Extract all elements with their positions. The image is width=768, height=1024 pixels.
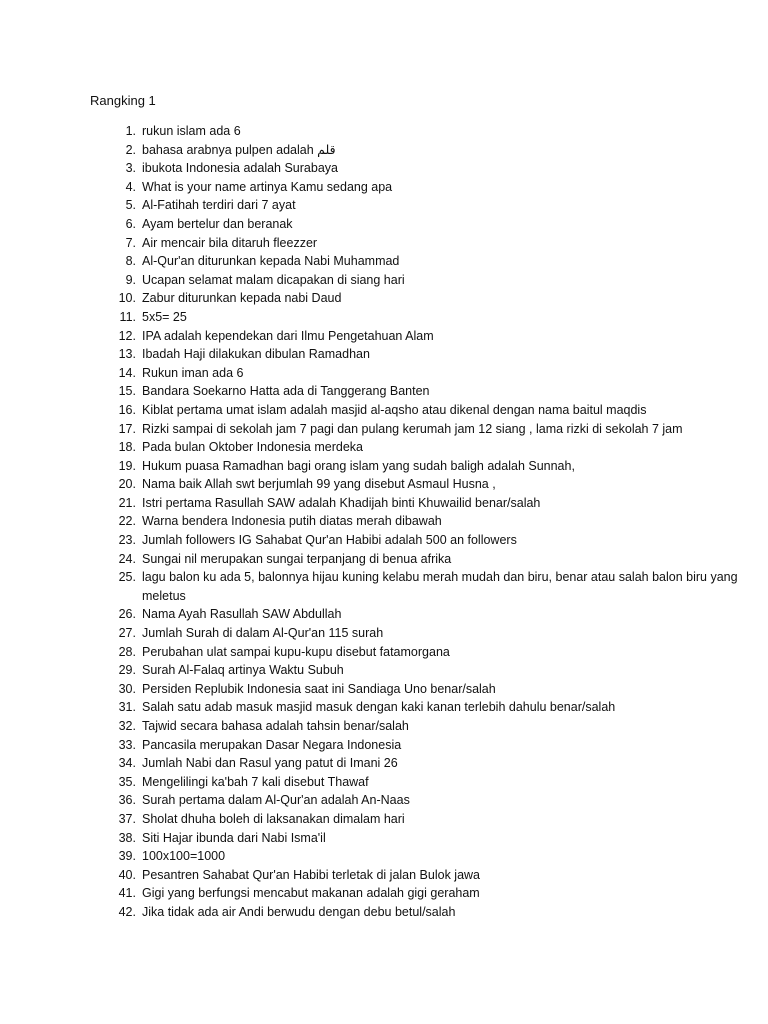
item-text: Pesantren Sahabat Qur'an Habibi terletak di jalan Bulok jawa (142, 867, 481, 882)
item-number: 22. (118, 514, 136, 529)
item-number: 29. (118, 663, 136, 678)
list-item (100, 791, 740, 810)
item-number: 7. (125, 235, 136, 250)
list-item (100, 178, 740, 197)
item-text: Ibadah Haji dilakukan dibulan Ramadhan (142, 347, 370, 362)
item-number: 13. (118, 347, 136, 362)
item-text: Surah Al-Falaq artinya Waktu Subuh (142, 663, 344, 678)
list-item (100, 866, 740, 885)
list-item (100, 475, 740, 494)
item-text: Air mencair bila ditaruh fleezzer (142, 235, 318, 250)
item-text: lagu balon ku ada 5, balonnya hijau kuning kelabu merah mudah dan biru, benar atau salah balon biru yang meletus (142, 570, 738, 603)
item-text: Jumlah followers IG Sahabat Qur'an Habibi adalah 500 an followers (142, 533, 517, 548)
item-number: 31. (118, 700, 136, 715)
item-number: 16. (118, 402, 136, 417)
item-text: Sholat dhuha boleh di laksanakan dimalam hari (142, 811, 405, 826)
item-text: Tajwid secara bahasa adalah tahsin benar/salah (142, 719, 409, 733)
list-item (100, 122, 740, 141)
item-text: Sungai nil merupakan sungai terpanjang di benua afrika (142, 551, 452, 566)
item-text: Hukum puasa Ramadhan bagi orang islam yang sudah baligh adalah Sunnah, (142, 458, 575, 473)
list-item (100, 773, 740, 792)
list-item (100, 234, 740, 253)
item-number: 12. (118, 328, 136, 343)
item-text: 100x100=1000 (142, 849, 226, 864)
statement-list (100, 122, 740, 922)
item-number: 38. (118, 830, 136, 845)
list-item (100, 159, 740, 178)
list-item (100, 736, 740, 755)
list-item (100, 327, 740, 346)
item-number: 19. (118, 458, 136, 473)
item-number: 42. (118, 904, 136, 919)
item-text: Bandara Soekarno Hatta ada di Tanggerang Banten (142, 384, 430, 399)
item-number: 6. (125, 216, 136, 231)
list-item (100, 345, 740, 364)
item-text: Jika tidak ada air Andi berwudu dengan debu betul/salah (142, 904, 456, 919)
item-number: 5. (125, 198, 136, 213)
item-text: Siti Hajar ibunda dari Nabi Isma'il (142, 830, 326, 845)
item-number: 21. (118, 495, 136, 510)
item-text: Kiblat pertama umat islam adalah masjid al-aqsho atau dikenal dengan nama baitul maqdis (142, 402, 647, 417)
list-item (100, 698, 740, 717)
item-text: Pada bulan Oktober Indonesia merdeka (142, 440, 363, 455)
item-text: rukun islam ada 6 (142, 124, 241, 138)
item-number: 2. (125, 142, 136, 157)
list-item (100, 568, 740, 605)
item-number: 15. (118, 384, 136, 399)
list-item (100, 903, 740, 922)
item-text: 5x5= 25 (142, 309, 187, 324)
item-number: 17. (118, 421, 136, 436)
list-item (100, 308, 740, 327)
item-number: 27. (118, 626, 136, 641)
item-text: Rukun iman ada 6 (142, 365, 244, 380)
item-text: Ayam bertelur dan beranak (142, 216, 293, 231)
list-item (100, 847, 740, 866)
item-number: 25. (118, 570, 136, 585)
list-item (100, 680, 740, 699)
item-text: Surah pertama dalam Al-Qur'an adalah An-Naas (142, 793, 410, 808)
list-item (100, 717, 740, 736)
list-item (100, 494, 740, 513)
item-text: Zabur diturunkan kepada nabi Daud (142, 291, 342, 306)
list-item (100, 643, 740, 662)
item-text: Istri pertama Rasullah SAW adalah Khadijah binti Khuwailid benar/salah (142, 495, 541, 510)
item-text: Jumlah Surah di dalam Al-Qur'an 115 surah (142, 626, 384, 641)
item-number: 14. (118, 365, 136, 380)
list-item (100, 624, 740, 643)
list-item (100, 215, 740, 234)
item-number: 4. (125, 179, 136, 194)
item-number: 30. (118, 681, 136, 696)
list-item (100, 364, 740, 383)
item-number: 40. (118, 867, 136, 882)
item-number: 33. (118, 737, 136, 752)
item-text: Perubahan ulat sampai kupu-kupu disebut fatamorgana (142, 644, 450, 659)
list-item (100, 661, 740, 680)
item-text: Gigi yang berfungsi mencabut makanan adalah gigi geraham (142, 886, 480, 901)
list-item (100, 884, 740, 903)
item-text: Al-Fatihah terdiri dari 7 ayat (142, 198, 296, 213)
item-number: 36. (118, 793, 136, 808)
item-text: Jumlah Nabi dan Rasul yang patut di Imani 26 (142, 756, 398, 771)
item-number: 11. (119, 309, 136, 324)
list-item (100, 196, 740, 215)
list-item (100, 457, 740, 476)
item-number: 41. (118, 886, 136, 901)
list-item (100, 829, 740, 848)
item-text: Warna bendera Indonesia putih diatas merah dibawah (142, 514, 442, 529)
item-number: 3. (125, 161, 136, 176)
item-number: 37. (118, 811, 136, 826)
item-number: 23. (118, 533, 136, 548)
list-item (100, 810, 740, 829)
list-item (100, 754, 740, 773)
item-text: Nama baik Allah swt berjumlah 99 yang disebut Asmaul Husna , (142, 477, 496, 492)
item-text: Rizki sampai di sekolah jam 7 pagi dan pulang kerumah jam 12 siang , lama rizki di sekolah 7 jam (142, 421, 683, 436)
list-item (100, 420, 740, 439)
item-number: 35. (118, 774, 136, 789)
list-item (100, 382, 740, 401)
item-text: Ucapan selamat malam dicapakan di siang hari (142, 272, 405, 287)
item-text: Nama Ayah Rasullah SAW Abdullah (142, 607, 342, 622)
document-heading: Rangking 1 (90, 93, 156, 108)
item-text: Pancasila merupakan Dasar Negara Indonesia (142, 737, 402, 752)
list-item (100, 531, 740, 550)
list-item (100, 401, 740, 420)
item-number: 20. (118, 477, 136, 492)
item-number: 1. (125, 124, 136, 138)
item-text: ibukota Indonesia adalah Surabaya (142, 161, 338, 176)
item-number: 39. (118, 849, 136, 864)
item-number: 8. (125, 254, 136, 269)
item-number: 32. (118, 719, 136, 733)
list-item (100, 289, 740, 308)
item-text: What is your name artinya Kamu sedang apa (142, 179, 393, 194)
item-number: 28. (118, 644, 136, 659)
list-item (100, 550, 740, 569)
item-number: 9. (125, 272, 136, 287)
list-item (100, 252, 740, 271)
item-number: 18. (118, 440, 136, 455)
item-number: 26. (118, 607, 136, 622)
item-text: Mengelilingi ka'bah 7 kali disebut Thawaf (142, 774, 369, 789)
item-text: bahasa arabnya pulpen adalah قلم (142, 142, 336, 157)
list-item (100, 512, 740, 531)
item-number: 34. (118, 756, 136, 771)
list-item (100, 141, 740, 160)
item-text: Salah satu adab masuk masjid masuk dengan kaki kanan terlebih dahulu benar/salah (142, 700, 616, 715)
item-text: IPA adalah kependekan dari Ilmu Pengetahuan Alam (142, 328, 434, 343)
item-text: Al-Qur'an diturunkan kepada Nabi Muhammad (142, 254, 400, 269)
item-number: 10. (118, 291, 136, 306)
item-number: 24. (118, 551, 136, 566)
list-item (100, 271, 740, 290)
list-item (100, 605, 740, 624)
list-item (100, 438, 740, 457)
item-text: Persiden Replubik Indonesia saat ini Sandiaga Uno benar/salah (142, 681, 496, 696)
